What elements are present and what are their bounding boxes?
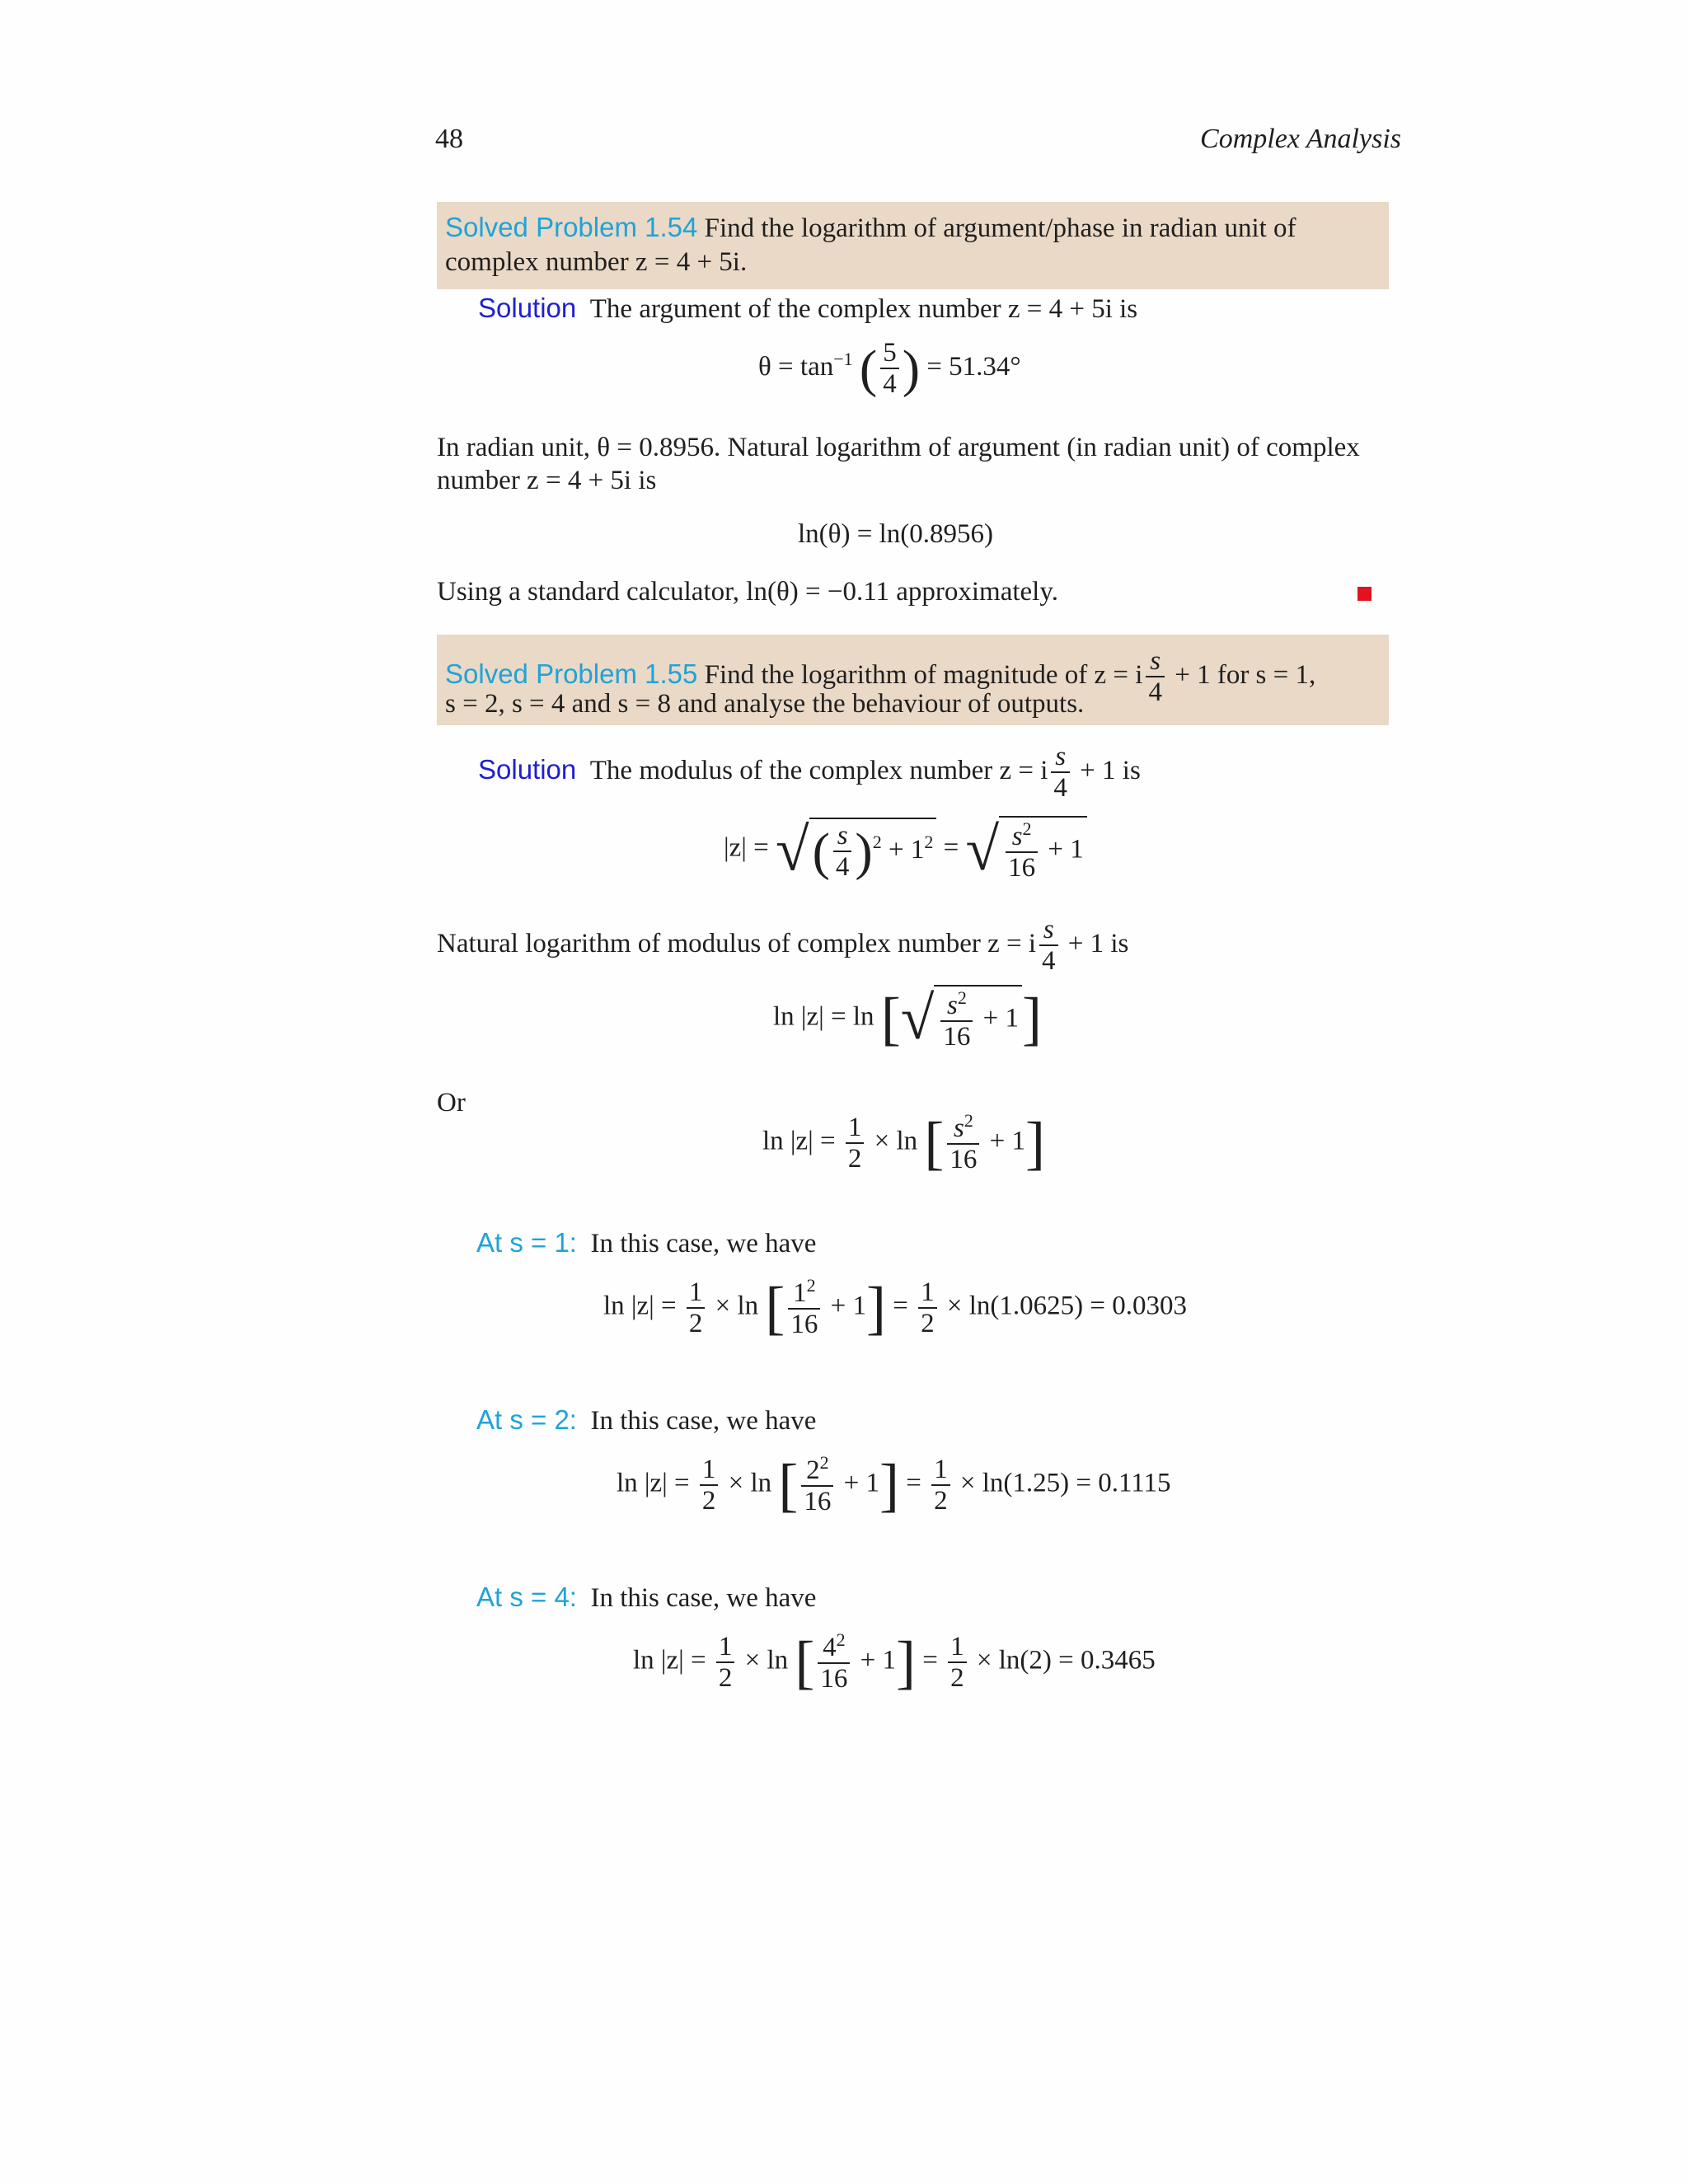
paragraph-natural-log: Natural logarithm of modulus of complex number z = i $\frac{s}{4}$ + 1 is — [437, 915, 1129, 977]
running-title: Complex Analysis — [1200, 124, 1401, 154]
equation-modulus: |z| = √( $\frac{s}{4}$ )$^2 + 1^2$ = √ $\frac{s^2}{16}$ + 1 — [724, 816, 1087, 883]
word-or: Or — [437, 1088, 466, 1118]
equation-case-s2: ln |z| = $\frac{1}{2}$ × ln [ $\frac{2^2}{16}$ + 1] = $\frac{1}{2}$ × ln(1.25) = 0.1115 — [617, 1451, 1171, 1518]
equation-ln-half: ln |z| = $\frac{1}{2}$ × ln [ $\frac{s^2}{16}$ + 1] — [762, 1109, 1046, 1176]
problem-statement: Find the logarithm of argument/phase in radian unit of complex number z = 4 + 5i. — [445, 213, 1296, 277]
solution-line: Solution The modulus of the complex number z = i $\frac{s}{4}$ + 1 is — [478, 742, 1141, 804]
equation-case-s4: ln |z| = $\frac{1}{2}$ × ln [ $\frac{4^2}{16}$ + 1] = $\frac{1}{2}$ × ln(2) = 0.3465 — [633, 1629, 1156, 1695]
page-number: 48 — [435, 124, 463, 154]
paragraph-calculator: Using a standard calculator, ln(θ) = −0.11 approximately. — [437, 577, 1058, 607]
paragraph-radian: In radian unit, θ = 0.8956. Natural logarithm of argument (in radian unit) of complex number z = 4 + 5i is — [437, 433, 1360, 496]
end-of-proof-square-icon — [1357, 587, 1372, 601]
problem-1-54-box — [437, 202, 1389, 289]
problem-label: Solved Problem 1.54 — [445, 212, 698, 242]
solution-line — [478, 292, 1137, 326]
equation-argument: $\theta = \tan^{-1}$ ( $\frac{5}{4}$ ) = 51.34° — [758, 338, 1021, 400]
problem-1-55-box: Solved Problem 1.55 Find the logarithm of magnitude of z = i $\frac{s}{4}$ + 1 for s = 1, s = 2, s = 4 and s = 8 and analyse the behaviour of outputs. — [437, 635, 1389, 725]
solution-label: Solution — [478, 753, 577, 785]
solution-intro: The argument of the complex number z = 4 + 5i is — [589, 294, 1138, 324]
case-s1: At s = 1: In this case, we have — [476, 1227, 817, 1258]
case-s2: At s = 2: In this case, we have — [476, 1404, 817, 1436]
equation-ln-theta: ln(θ) = ln(0.8956) — [798, 519, 993, 549]
fraction-5-4: $\frac{5}{4}$ — [880, 338, 899, 400]
case-s4: At s = 4: In this case, we have — [476, 1582, 817, 1613]
solution-label: Solution — [478, 293, 577, 323]
problem-label: Solved Problem 1.55 — [445, 658, 698, 689]
equation-ln-modulus: ln |z| = ln [√ $\frac{s^2}{16}$ + 1] — [773, 984, 1043, 1052]
equation-case-s1: ln |z| = $\frac{1}{2}$ × ln [ $\frac{1^2}{16}$ + 1] = $\frac{1}{2}$ × ln(1.0625) = 0.0303 — [603, 1274, 1188, 1341]
